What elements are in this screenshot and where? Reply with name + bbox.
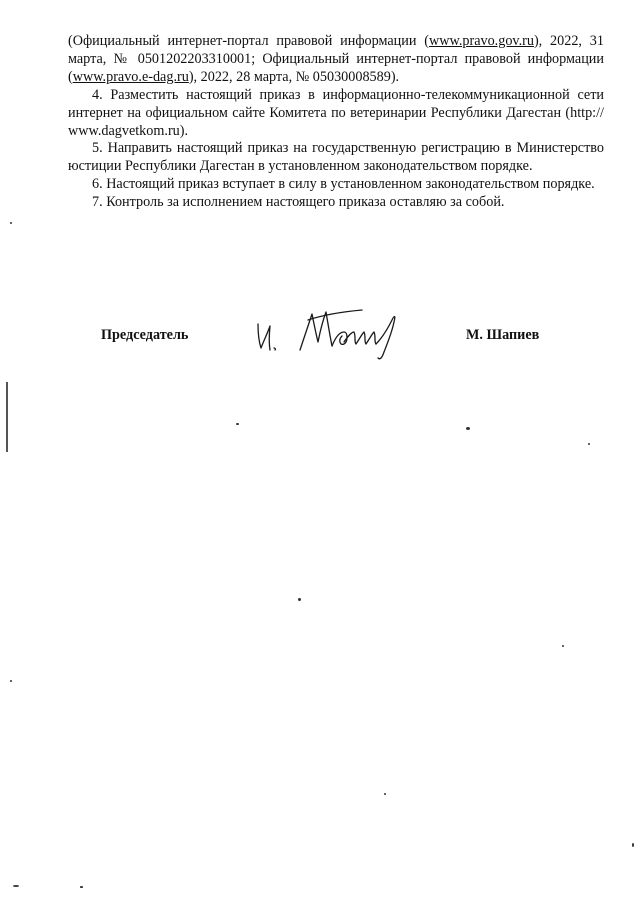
scan-speck — [588, 443, 590, 445]
scan-speck — [13, 885, 19, 887]
scan-speck — [632, 843, 634, 847]
paragraph-5: 5. Направить настоящий приказ на государственную регистрацию в Министерство юстиции Республики Дагестан в установленном законодательством порядке. — [68, 140, 604, 175]
scan-edge-mark — [6, 382, 8, 452]
handwritten-signature — [250, 302, 420, 362]
scan-speck — [298, 598, 301, 601]
scan-speck — [466, 427, 470, 430]
url-link[interactable]: www.pravo.gov.ru — [429, 33, 534, 49]
document-body — [68, 33, 604, 212]
scan-speck — [236, 423, 239, 425]
paragraph-6: 6. Настоящий приказ вступает в силу в установленном законодательством порядке. — [92, 176, 595, 193]
paragraph-text-run: ), 2022, 31 марта, № 0501202203310001; Официальный интернет-портал правовой информации ( — [68, 33, 604, 85]
paragraph-continuation — [68, 33, 604, 87]
scan-speck — [562, 645, 564, 647]
signatory-position: Председатель — [101, 327, 189, 343]
scan-speck — [80, 886, 83, 888]
paragraph-4: 4. Разместить настоящий приказ в информационно-телекоммуникационной сети интернет на официальном сайте Комитета по ветеринарии Республики Дагестан (http:// www.dagvetkom.ru). — [68, 86, 604, 139]
url-link[interactable]: www.pravo.e-dag.ru — [72, 68, 189, 85]
paragraph-text-run: (Официальный интернет-портал правовой информации ( — [68, 33, 430, 49]
paragraph-text-run: ), 2022, 28 марта, № 05030008589). — [188, 68, 400, 85]
scan-speck — [10, 222, 12, 224]
scan-speck — [384, 793, 386, 795]
scan-speck — [10, 680, 12, 682]
paragraph-7: 7. Контроль за исполнением настоящего приказа оставляю за собой. — [92, 194, 505, 211]
signatory-name: М. Шапиев — [466, 327, 540, 343]
